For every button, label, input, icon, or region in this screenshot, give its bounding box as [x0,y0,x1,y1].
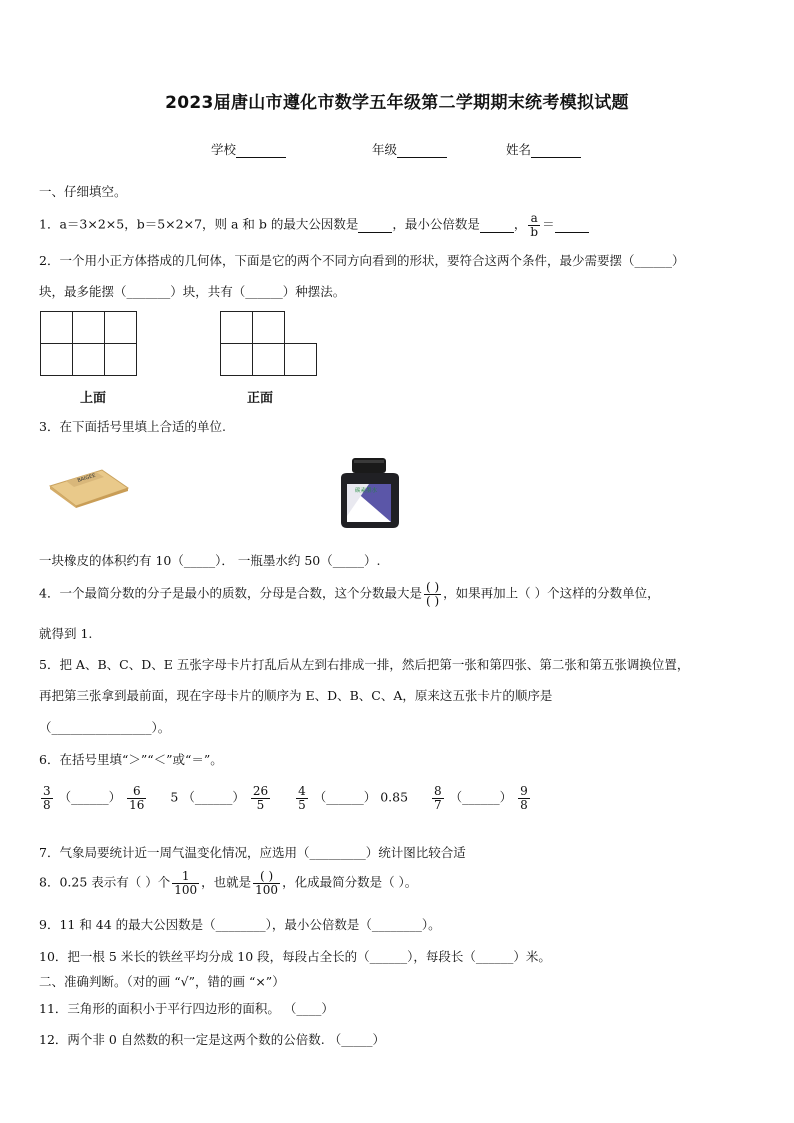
question-10: 10．把一根 5 米长的铁丝平均分成 10 段，每段占全长的（______），每段长（______）米。 [39,949,551,964]
q6-frac-den: 8 [520,797,528,812]
grade-field[interactable] [372,140,447,158]
q6-fraction [518,785,530,811]
q1-part-c: ， [513,216,527,232]
q1-frac-num: a [528,212,540,226]
q4-fraction [424,581,441,607]
question-6-comparisons [39,785,532,811]
top-view-cell [72,343,105,376]
q6-frac-num: 9 [520,784,528,798]
question-9: 9．11 和 44 的最大公因数是（________），最小公倍数是（________）。 [39,917,441,932]
question-12: 12．两个非 0 自然数的积一定是这两个数的公倍数. （_____） [39,1032,386,1047]
front-view-cell [284,343,317,376]
question-6-stem: 6．在括号里填“＞”“＜”或“＝”。 [39,752,223,767]
q1-part-b: ，最小公倍数是 [392,216,480,232]
q6-frac-den: 7 [434,797,442,812]
q1-frac-den: b [530,224,539,239]
q8-part-c: ，化成最简分数是（ ）。 [282,874,418,890]
question-2-line-2: 块，最多能摆（_______）块，共有（______）种摆法。 [39,284,346,299]
question-5-line-1: 5．把 A、B、C、D、E 五张字母卡片打乱后从左到右排成一排，然后把第一张和第四张、第二张和第五张调换位置， [39,657,690,672]
q6-blank[interactable]: （______） [182,789,245,805]
top-view-cell [40,311,73,344]
q6-fraction [127,785,146,811]
section-2-heading: 二、准确判断。（对的画 “√”，错的画 “×”） [39,974,285,989]
top-view-cell [40,343,73,376]
q6-frac-num: 26 [252,784,269,798]
ink-bottle-image [333,456,407,530]
q6-frac-num: 4 [298,784,306,798]
ink-label-text: 碳素墨水 [355,488,378,494]
q8-fraction-1 [172,870,199,896]
question-3-stem: 3．在下面括号里填上合适的单位. [39,419,226,434]
grade-label: 年级 [372,142,398,157]
q6-fraction [251,785,270,811]
q6-frac-num: 3 [43,784,51,798]
front-view-cell [252,311,285,344]
q6-fraction [432,785,444,811]
school-field[interactable] [211,140,286,158]
q1-fraction [528,212,540,238]
eraser-brand-text: BAIGEE [76,472,97,484]
q6-frac-den: 5 [256,797,265,812]
school-label: 学校 [211,142,237,157]
top-view-cell [72,311,105,344]
q8-frac-den: 100 [255,882,279,897]
q6-fraction [41,785,53,811]
q8-part-a: 8．0.25 表示有（ ）个 [39,874,171,890]
q6-blank[interactable]: （______） [449,789,513,805]
front-view-label: 正面 [247,391,274,406]
question-4-line-1 [39,581,660,607]
name-field[interactable] [506,140,581,158]
q6-frac-den: 8 [43,797,51,812]
q1-blank-lcm[interactable] [480,217,514,233]
question-4-line-2: 就得到 1. [39,626,93,641]
q1-blank-gcd[interactable] [358,217,392,233]
q4-frac-den: ( ) [425,593,440,608]
q6-frac-den: 5 [298,797,306,812]
front-view-cell [252,343,285,376]
q6-frac-den: 16 [129,797,145,812]
front-view-cell [220,311,253,344]
top-view-cell [104,343,137,376]
q6-fraction [296,785,308,811]
name-label: 姓名 [506,142,532,157]
question-2-line-1: 2．一个用小正方体搭成的几何体，下面是它的两个不同方向看到的形状，要符合这两个条件，最少需要摆（______） [39,253,685,268]
q4-part-a: 4．一个最简分数的分子是最小的质数，分母是合数，这个分数最大是 [39,585,422,601]
question-1 [39,212,589,238]
section-1-heading: 一、仔细填空。 [39,184,127,199]
q8-frac-den: 100 [174,882,198,897]
eraser-image [46,468,130,508]
q6-blank[interactable]: （______） [58,789,122,805]
q6-whole-number: 5 [170,789,179,805]
question-7: 7．气象局要统计近一周气温变化情况，应选用（_________）统计图比较合适 [39,845,466,860]
question-8 [39,870,417,896]
name-blank[interactable] [531,142,581,158]
q1-blank-ratio[interactable] [555,217,589,233]
q6-decimal: 0.85 [380,789,409,805]
question-5-line-3: （________________）。 [39,720,171,735]
q4-part-b: ，如果再加上（ ）个这样的分数单位， [443,585,660,601]
school-blank[interactable] [236,142,286,158]
top-view-cell [104,311,137,344]
question-11: 11．三角形的面积小于平行四边形的面积。 （____） [39,1001,334,1016]
top-view-label: 上面 [80,391,107,406]
question-5-line-2: 再把第三张拿到最前面，现在字母卡片的顺序为 E、D、B、C、A，原来这五张卡片的顺序是 [39,688,553,703]
q8-frac-num: ( ) [253,870,280,884]
q8-fraction-2 [253,870,280,896]
q4-frac-num: ( ) [425,580,440,594]
q8-frac-num: 1 [172,870,199,884]
question-3-answer: 一块橡皮的体积约有 10（_____）． 一瓶墨水约 50（_____）. [39,553,381,568]
q6-blank[interactable]: （______） [313,789,377,805]
q8-part-b: ，也就是 [201,874,252,890]
q1-part-d: ＝ [542,216,555,232]
page-title: 2023届唐山市遵化市数学五年级第二学期期末统考模拟试题 [165,93,629,113]
q1-part-a: 1．a＝3×2×5，b＝5×2×7，则 a 和 b 的最大公因数是 [39,216,359,232]
grade-blank[interactable] [397,142,447,158]
q6-frac-num: 8 [434,784,442,798]
front-view-cell [220,343,253,376]
q6-frac-num: 6 [127,785,146,799]
